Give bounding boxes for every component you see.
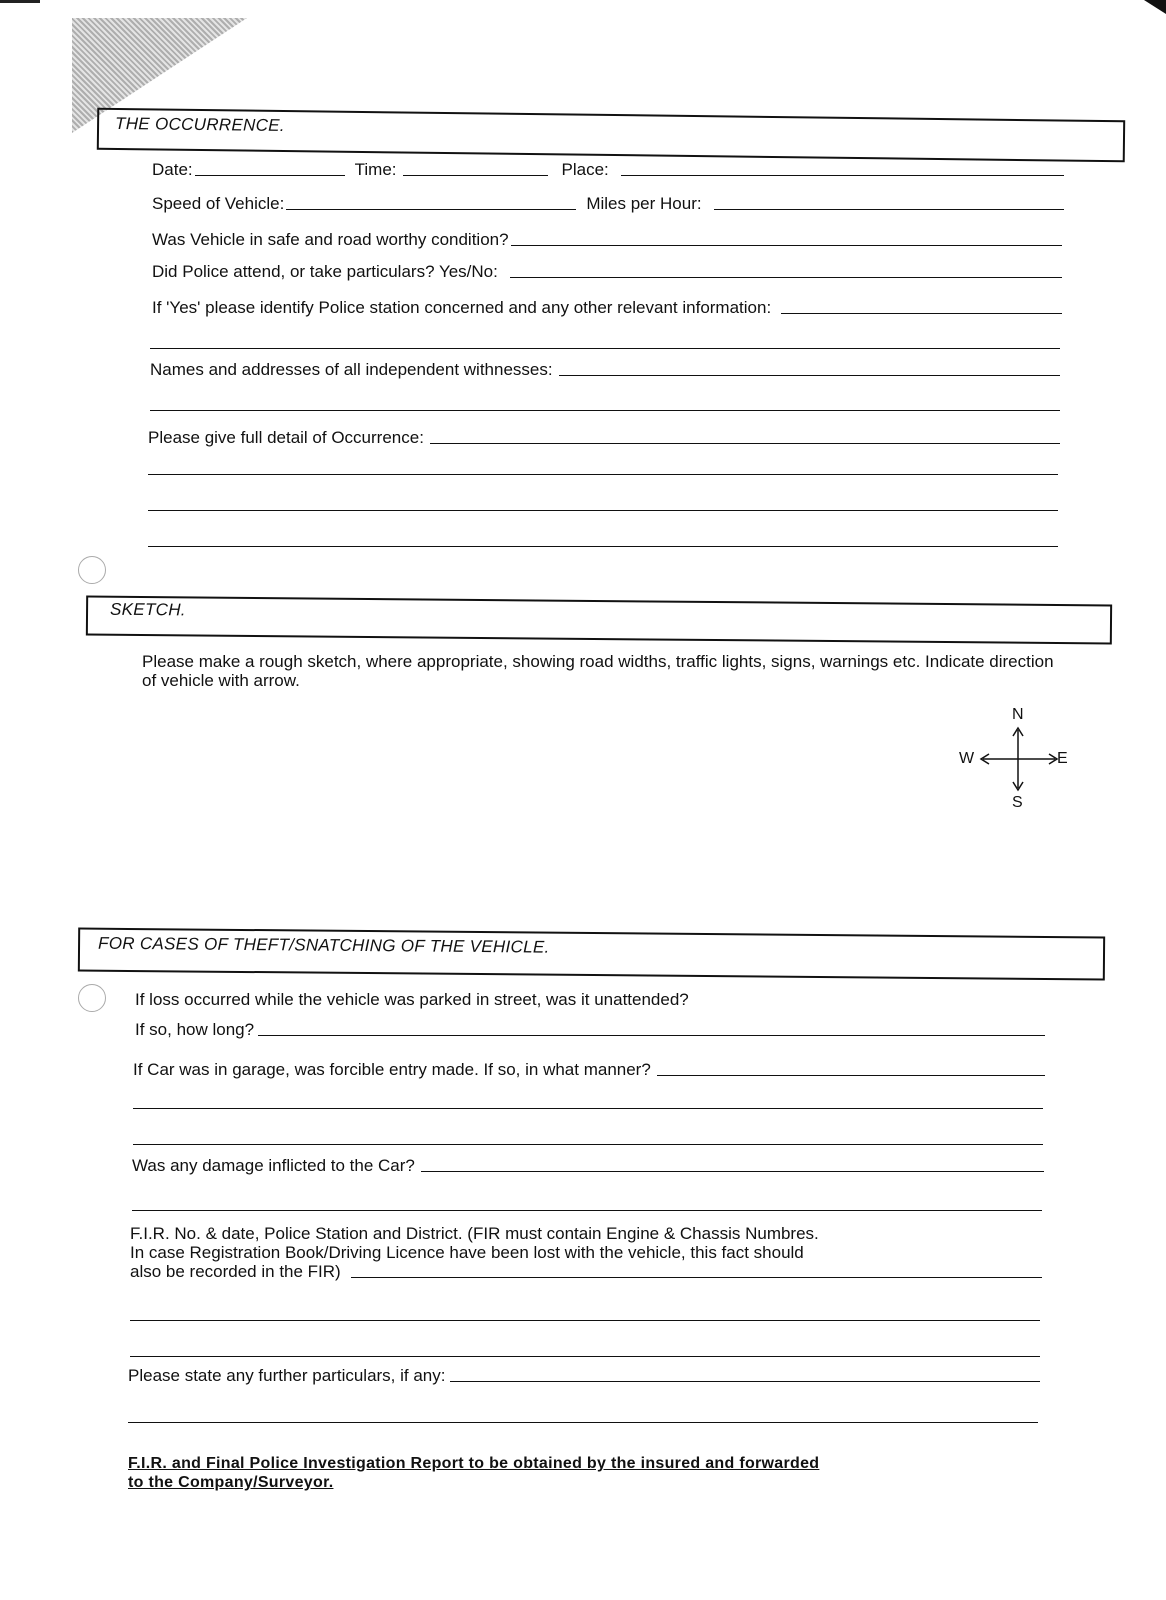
roadworthy-label: Was Vehicle in safe and road worthy condition? [152, 230, 509, 249]
mph-label: Miles per Hour: [586, 194, 702, 213]
if-yes-label: If 'Yes' please identify Police station concerned and any other relevant information: [152, 298, 772, 317]
police-label: Did Police attend, or take particulars? Yes/No: [152, 262, 498, 281]
compass-rose [955, 702, 1075, 814]
time-label: Time: [354, 160, 397, 179]
compass-east: E [1057, 750, 1068, 767]
place-label: Place: [561, 160, 609, 179]
compass-south: S [1012, 794, 1023, 811]
footer-note [128, 1454, 1048, 1492]
garage-line-3[interactable] [133, 1144, 1043, 1145]
section-header-occurrence [97, 108, 1125, 163]
time-field[interactable] [403, 174, 548, 176]
speed-row [152, 194, 1064, 214]
damage-label: Was any damage inflicted to the Car? [132, 1156, 415, 1175]
fir-instructions [130, 1224, 1050, 1262]
how-long-field[interactable] [258, 1034, 1045, 1036]
if-yes-field[interactable] [781, 312, 1062, 314]
detail-line-4[interactable] [148, 546, 1058, 547]
unattended-label: If loss occurred while the vehicle was parked in street, was it unattended? [135, 990, 689, 1009]
date-time-place-row [152, 160, 1064, 180]
punch-hole [78, 556, 106, 584]
date-field[interactable] [195, 174, 345, 176]
police-field[interactable] [510, 276, 1062, 278]
fir-line-field-3[interactable] [130, 1356, 1040, 1357]
detail-field[interactable] [430, 442, 1060, 444]
further-label: Please state any further particulars, if any: [128, 1366, 446, 1385]
punch-hole [78, 984, 106, 1012]
if-yes-row [152, 298, 1062, 318]
section-title: SKETCH. [109, 599, 186, 620]
section-header-theft [78, 928, 1105, 981]
fir-line-1: F.I.R. No. & date, Police Station and District. (FIR must contain Engine & Chassis Numbres. [130, 1224, 819, 1243]
further-row [128, 1366, 1040, 1386]
roadworthy-row [152, 230, 1062, 250]
detail-line-2[interactable] [148, 474, 1058, 475]
footer-line-1: F.I.R. and Final Police Investigation Report to be obtained by the insured and forwarded [128, 1455, 820, 1472]
detail-label: Please give full detail of Occurrence: [148, 428, 424, 447]
date-label: Date: [152, 160, 193, 179]
detail-row [148, 428, 1060, 448]
roadworthy-field[interactable] [511, 244, 1062, 246]
fir-line-3: also be recorded in the FIR) [130, 1262, 341, 1281]
police-row [152, 262, 1062, 282]
unattended-row [135, 990, 1045, 1010]
how-long-label: If so, how long? [135, 1020, 255, 1039]
fir-line-field-2[interactable] [130, 1320, 1040, 1321]
sketch-instructions: Please make a rough sketch, where appropriate, showing road widths, traffic lights, signs, warnings etc. Indicate direction of vehicle with arrow. [142, 652, 1054, 690]
damage-row [132, 1156, 1044, 1176]
mph-field[interactable] [714, 208, 1064, 210]
damage-line-2[interactable] [132, 1210, 1042, 1211]
place-field[interactable] [621, 174, 1064, 176]
section-header-sketch [86, 596, 1112, 645]
further-field[interactable] [450, 1380, 1041, 1382]
further-line-2[interactable] [128, 1422, 1038, 1423]
detail-line-3[interactable] [148, 510, 1058, 511]
witnesses-line-2[interactable] [150, 410, 1060, 411]
how-long-row [135, 1020, 1045, 1040]
speed-label: Speed of Vehicle: [152, 194, 285, 213]
compass-arrows-icon [955, 702, 1075, 814]
witnesses-label: Names and addresses of all independent withnesses: [150, 360, 553, 379]
garage-row [133, 1060, 1045, 1080]
damage-field[interactable] [421, 1170, 1044, 1172]
fir-row [130, 1262, 1042, 1282]
witnesses-row [150, 360, 1060, 380]
compass-west: W [959, 750, 975, 767]
fir-line-2: In case Registration Book/Driving Licence have been lost with the vehicle, this fact should [130, 1243, 804, 1262]
section-title: THE OCCURRENCE. [114, 113, 286, 136]
garage-label: If Car was in garage, was forcible entry made. If so, in what manner? [133, 1060, 651, 1079]
speed-field[interactable] [286, 208, 576, 210]
scan-edge-mark [0, 0, 40, 3]
section-title: FOR CASES OF THEFT/SNATCHING OF THE VEHICLE. [97, 933, 550, 957]
compass-north: N [1012, 706, 1024, 723]
scan-corner-mark [1144, 0, 1166, 14]
garage-line-2[interactable] [133, 1108, 1043, 1109]
fir-field[interactable] [351, 1276, 1042, 1278]
garage-field[interactable] [657, 1074, 1045, 1076]
witnesses-field[interactable] [559, 374, 1060, 376]
footer-line-2: to the Company/Surveyor. [128, 1474, 334, 1491]
if-yes-line-2[interactable] [150, 348, 1060, 349]
